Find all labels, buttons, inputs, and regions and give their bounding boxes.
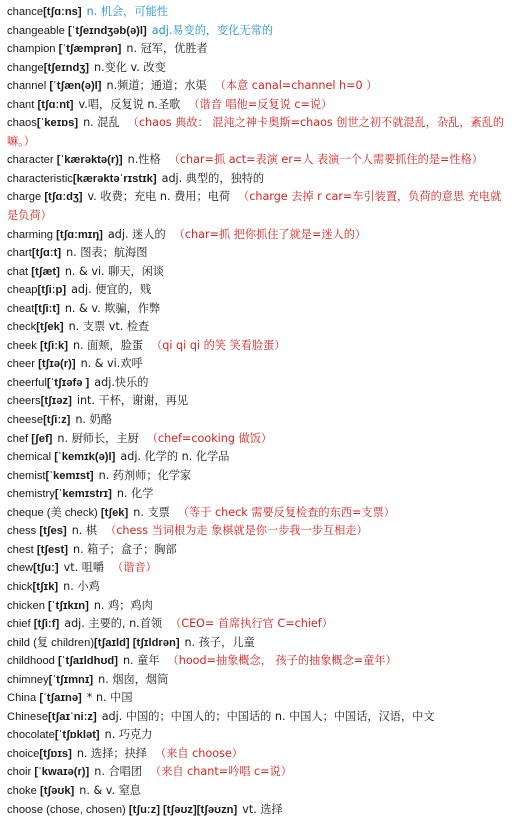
mnemonic-note: （hood=抽象概念， 孩子的抽象概念=童年） xyxy=(167,654,397,668)
definition: n. 机会，可能性 xyxy=(86,5,168,18)
phonetic: [tʃɑːns] xyxy=(43,6,82,18)
phonetic: [tʃiːt] xyxy=(34,302,60,315)
definition: n.性格 xyxy=(127,153,161,167)
phonetic: [tʃəʊk] xyxy=(39,784,75,797)
vocab-entry xyxy=(0,708,513,727)
definition: n. 图表；航海图 xyxy=(66,246,148,260)
definition: n.变化 v. 改变 xyxy=(93,60,166,74)
vocab-entry xyxy=(0,430,513,449)
definition: n. 棋 xyxy=(71,524,98,538)
headword: charge xyxy=(7,191,45,204)
headword: chocolate xyxy=(7,729,55,742)
mnemonic-note: （char=抓 把你抓住了就是=迷人的） xyxy=(173,227,367,241)
phonetic: [tʃes] xyxy=(39,525,67,538)
headword: China xyxy=(7,692,40,705)
headword: child (复 children) xyxy=(7,636,95,649)
definition: vt. 咀嚼 xyxy=(63,561,105,575)
vocab-entry xyxy=(0,114,513,151)
headword: chief xyxy=(7,618,34,631)
phonetic: [tʃɪə(r)] xyxy=(38,358,76,371)
vocab-entry xyxy=(0,615,513,634)
phonetic: [ˈkemɪk(ə)l] xyxy=(54,451,116,464)
vocab-entry xyxy=(0,281,513,300)
vocab-entry xyxy=(0,151,513,170)
definition: vt. 选择 xyxy=(242,802,283,816)
phonetic: [tʃek] xyxy=(100,506,129,519)
headword: cheers xyxy=(7,395,41,408)
phonetic: [ˈtʃɪəfə ] xyxy=(46,376,90,389)
phonetic: [tʃɑːnt] xyxy=(37,98,74,111)
mnemonic-note: （chef=cooking 做饭） xyxy=(146,431,273,445)
phonetic: [ˈtʃeɪndʒəb(ə)l] xyxy=(67,24,147,37)
headword: childhood xyxy=(7,655,59,668)
vocab-entry xyxy=(0,188,513,225)
definition: n. 混乱 xyxy=(83,116,120,130)
definition: int. 干杯，谢谢，再见 xyxy=(76,394,189,408)
phonetic: [tʃaɪˈniːz] xyxy=(48,710,97,723)
headword: chimney xyxy=(7,673,49,686)
phonetic: [tʃeɪndʒ] xyxy=(43,61,89,74)
vocab-entry xyxy=(0,226,513,245)
definition: adj. 便宜的，贱 xyxy=(71,283,152,297)
vocab-entry xyxy=(0,689,513,708)
phonetic: [tʃɑːdʒ] xyxy=(44,191,83,204)
headword: chicken xyxy=(7,599,49,612)
headword: chart xyxy=(7,247,32,260)
vocab-entry xyxy=(0,504,513,523)
vocab-entry xyxy=(0,522,513,541)
mnemonic-note: （char=抓 act=表演 er=人 表演一个人需要抓住的是=性格） xyxy=(168,153,483,167)
phonetic: [ˈkemɪst] xyxy=(45,469,94,482)
headword: cheer xyxy=(7,358,39,371)
mnemonic-note: （等于 check 需要反复检查的东西=支票） xyxy=(177,505,395,519)
vocab-entry xyxy=(0,634,513,653)
phonetic: [tʃɒɪs] xyxy=(39,747,72,760)
headword: chemist xyxy=(7,469,46,482)
mnemonic-note: （charge 去掉 r car=车引装置，负荷的意思 充电就是负荷） xyxy=(7,190,502,223)
phonetic: [tʃɑːmɪŋ] xyxy=(56,228,103,241)
phonetic: [ˈkærəktə(r)] xyxy=(56,154,123,167)
definition: n. 支票 xyxy=(133,505,170,519)
phonetic: [ˈkemɪstrɪ] xyxy=(54,488,112,501)
vocab-entry xyxy=(0,448,513,467)
definition: n. 冠军，优胜者 xyxy=(126,42,208,56)
mnemonic-note: （CEO= 首席执行官 C=chief） xyxy=(170,617,333,631)
vocab-entry xyxy=(0,40,513,59)
phonetic: [ˈkeɪɒs] xyxy=(36,117,79,130)
vocab-entry xyxy=(0,300,513,319)
phonetic: [ˈkwaɪə(r)] xyxy=(34,766,90,779)
phonetic: [tʃaɪld] [tʃɪldrən] xyxy=(94,636,180,649)
definition: n. 合唱团 xyxy=(94,765,143,779)
mnemonic-note: （本意 canal=channel h=0 ） xyxy=(214,79,378,93)
definition: adj.快乐的 xyxy=(94,375,149,389)
vocab-entry xyxy=(0,22,513,41)
vocab-entry xyxy=(0,726,513,745)
headword: cheerful xyxy=(7,376,47,389)
phonetic: [tʃiːk] xyxy=(39,339,68,352)
headword: Chinese xyxy=(7,710,49,723)
definition: n. 奶酪 xyxy=(75,413,112,427)
headword: chick xyxy=(7,580,33,593)
definition: n. 小鸡 xyxy=(63,579,100,593)
vocab-entry xyxy=(0,801,513,820)
headword: chew xyxy=(7,562,34,575)
phonetic: [kærəktəˈrɪstɪk] xyxy=(72,172,157,185)
vocab-entry xyxy=(0,652,513,671)
definition: n. 支票 vt. 检查 xyxy=(68,320,150,334)
vocab-entry xyxy=(0,671,513,690)
headword: cheese xyxy=(7,414,44,427)
vocab-entry xyxy=(0,337,513,356)
definition: n. 面颊，脸蛋 xyxy=(72,338,144,352)
headword: channel xyxy=(7,80,50,93)
headword: choose (chose, chosen) xyxy=(7,803,129,816)
phonetic: [ˈtʃaɪnə] xyxy=(39,692,82,705)
vocab-entry xyxy=(0,96,513,115)
vocab-entry xyxy=(0,77,513,96)
definition: adj. 迷人的 xyxy=(107,227,166,241)
mnemonic-note: （来自 chant=吟唱 c=说） xyxy=(150,765,292,779)
mnemonic-note: （来自 choose） xyxy=(155,746,243,760)
headword: chef xyxy=(7,432,32,445)
vocab-entry xyxy=(0,541,513,560)
vocab-entry xyxy=(0,782,513,801)
headword: changeable xyxy=(7,24,68,37)
definition: adj. 化学的 n. 化学品 xyxy=(120,450,230,464)
definition: n. & vi.欢呼 xyxy=(80,357,143,371)
definition: n. 孩子，儿童 xyxy=(184,635,255,649)
definition: n. 厨师长，主厨 xyxy=(57,431,139,445)
phonetic: [tʃek] xyxy=(36,321,64,334)
phonetic: [tʃuː] xyxy=(33,562,59,575)
definition: n. 药剂师；化学家 xyxy=(98,468,192,482)
definition: n. 巧克力 xyxy=(104,728,153,742)
phonetic: [ˈtʃɪmnɪ] xyxy=(48,673,94,686)
vocab-entry xyxy=(0,374,513,393)
phonetic: [ˈtʃaɪldhʊd] xyxy=(58,655,118,668)
definition: * n. 中国 xyxy=(86,691,133,705)
headword: chess xyxy=(7,525,40,538)
vocab-entry xyxy=(0,318,513,337)
definition: v.唱，反复说 n.圣歌 xyxy=(78,97,181,111)
phonetic: [tʃɪəz] xyxy=(40,395,72,408)
vocab-entry xyxy=(0,485,513,504)
headword: chest xyxy=(7,543,37,556)
definition: adj. 典型的，独特的 xyxy=(161,171,265,185)
definition: n. 鸡；鸡肉 xyxy=(93,598,153,612)
headword: champion xyxy=(7,43,59,56)
vocab-entry xyxy=(0,392,513,411)
headword: choir xyxy=(7,766,35,779)
mnemonic-note: （谐音） xyxy=(112,561,157,575)
vocab-entry xyxy=(0,597,513,616)
vocab-entry xyxy=(0,3,513,22)
vocab-entry xyxy=(0,411,513,430)
phonetic: [tʃæt] xyxy=(31,265,60,278)
definition: n. 箱子；盒子；胸部 xyxy=(72,542,177,556)
headword: character xyxy=(7,154,57,167)
definition: adj. 主要的, n.首领 xyxy=(64,617,163,631)
vocab-entry xyxy=(0,578,513,597)
definition: n. & vi. 聊天，闲谈 xyxy=(64,264,165,278)
headword: charming xyxy=(7,228,57,241)
headword: choke xyxy=(7,784,40,797)
definition: n. & v. 欺骗，作弊 xyxy=(64,301,161,315)
phonetic: [ʃef] xyxy=(31,432,53,445)
vocab-entry xyxy=(0,263,513,282)
headword: cheek xyxy=(7,339,40,352)
headword: chat xyxy=(7,265,32,278)
definition: adj. 中国的；中国人的；中国话的 n. 中国人；中国话，汉语，中文 xyxy=(101,709,435,723)
definition: n. & v. 窒息 xyxy=(79,783,141,797)
vocab-entry xyxy=(0,467,513,486)
definition: n. 选择；抉择 xyxy=(76,746,147,760)
headword: cheque (美 check) xyxy=(7,506,101,519)
phonetic: [tʃɪk] xyxy=(32,580,59,593)
definition: adj.易变的，变化无常的 xyxy=(151,23,274,37)
phonetic: [ˈtʃɪkɪn] xyxy=(48,599,89,612)
phonetic: [tʃuːz] [tʃəʊz][tʃəʊzn] xyxy=(128,803,238,816)
headword: cheat xyxy=(7,302,35,315)
phonetic: [ˈtʃɒklət] xyxy=(54,729,100,742)
phonetic: [ˈtʃæmprən] xyxy=(58,43,122,56)
vocab-entry xyxy=(0,763,513,782)
phonetic: [tʃɑːt] xyxy=(31,247,62,260)
definition: v. 收费；充电 n. 费用；电荷 xyxy=(87,190,231,204)
headword: cheap xyxy=(7,284,38,297)
mnemonic-note: （chaos 典故： 混沌之神卡奥斯=chaos 创世之初不就混乱，杂乱，紊乱的嘛。） xyxy=(7,116,505,148)
headword: check xyxy=(7,321,37,334)
headword: chant xyxy=(7,98,38,111)
headword: chance xyxy=(7,6,44,18)
vocab-entry xyxy=(0,244,513,263)
vocab-entry xyxy=(0,355,513,374)
mnemonic-note: （chess 当词根为走 象棋就是你一步我一步互相走） xyxy=(105,524,368,538)
headword: chaos xyxy=(7,117,37,130)
phonetic: [tʃiːz] xyxy=(43,414,71,427)
vocab-entry xyxy=(0,559,513,578)
headword: chemical xyxy=(7,451,55,464)
vocab-entry xyxy=(0,170,513,189)
definition: n. 烟囱，烟筒 xyxy=(98,672,169,686)
headword: chemistry xyxy=(7,488,55,501)
phonetic: [tʃiːp] xyxy=(37,284,67,297)
vocab-entry xyxy=(0,745,513,764)
definition: n. 化学 xyxy=(116,487,154,501)
phonetic: [tʃest] xyxy=(36,543,68,556)
phonetic: [tʃiːf] xyxy=(33,618,60,631)
headword: characteristic xyxy=(7,172,73,185)
headword: choice xyxy=(7,747,40,760)
vocab-entry xyxy=(0,59,513,78)
phonetic: [ˈtʃæn(ə)l] xyxy=(49,80,102,93)
mnemonic-note: （qi qi qi 的笑 笑看脸蛋） xyxy=(151,338,286,352)
mnemonic-note: （谐音 唱他=反复说 c=说） xyxy=(188,97,333,111)
definition: n.频道；通道；水渠 xyxy=(106,79,207,93)
headword: change xyxy=(7,61,44,74)
definition: n. 童年 xyxy=(122,654,160,668)
